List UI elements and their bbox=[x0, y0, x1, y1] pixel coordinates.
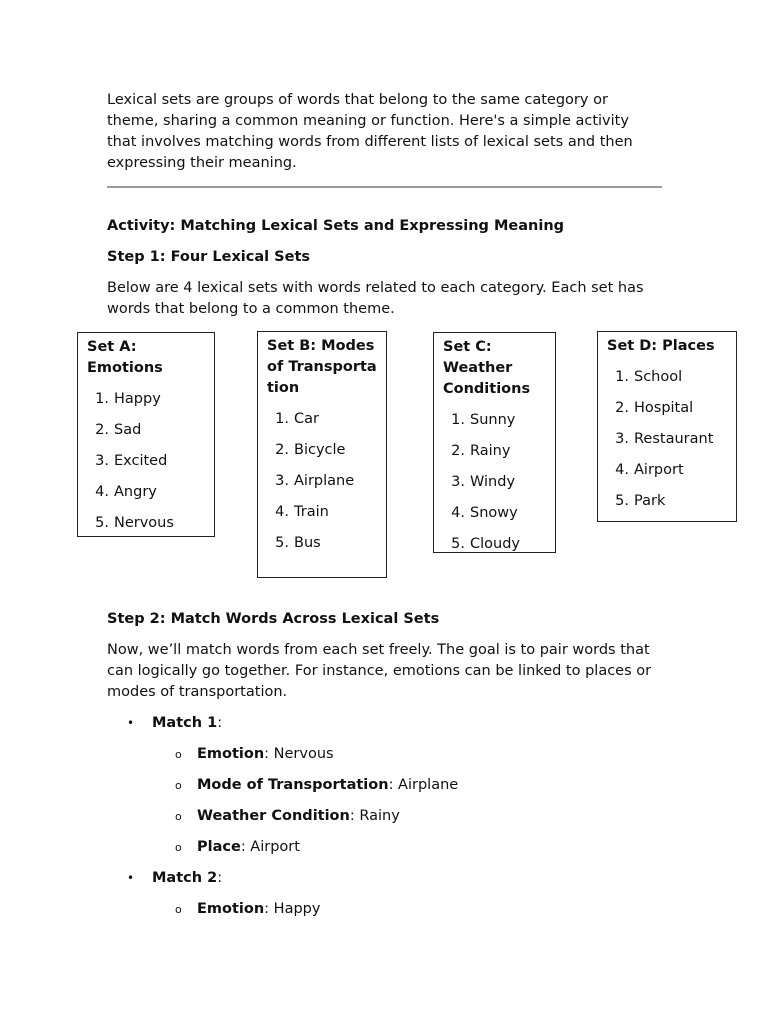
set-a-list bbox=[87, 389, 205, 534]
list-item: 1. Sunny bbox=[451, 412, 516, 428]
match-pairs bbox=[152, 899, 662, 920]
list-item: 1. Happy bbox=[95, 391, 161, 407]
list-item: 5. Bus bbox=[275, 535, 321, 551]
list-item: 3. Restaurant bbox=[615, 431, 714, 447]
list-item: 4. Airport bbox=[615, 462, 684, 478]
list-item: 4. Angry bbox=[95, 484, 157, 500]
set-b-title: Set B: Modes of Transportation bbox=[267, 338, 377, 396]
step2-paragraph: Now, we’ll match words from each set freely. The goal is to pair words that can logically go together. For instance, emotions can be linked to places or modes of transportation. bbox=[107, 642, 652, 700]
circle-bullet-icon: o bbox=[175, 841, 182, 854]
set-b-list bbox=[267, 409, 377, 554]
match-list bbox=[107, 713, 662, 920]
match-pairs bbox=[152, 744, 662, 858]
step1-heading: Step 1: Four Lexical Sets bbox=[107, 249, 311, 265]
list-item: 1. School bbox=[615, 369, 683, 385]
list-item: 2. Rainy bbox=[451, 443, 511, 459]
document-body bbox=[107, 90, 662, 320]
bullet-icon: • bbox=[127, 716, 135, 730]
circle-bullet-icon: o bbox=[175, 779, 182, 792]
bullet-icon: • bbox=[127, 871, 135, 885]
match-item: • Match 2: o Emotion: Happy bbox=[107, 868, 662, 920]
list-item: 3. Windy bbox=[451, 474, 516, 490]
horizontal-rule bbox=[107, 186, 662, 188]
list-item: 4. Train bbox=[275, 504, 329, 520]
circle-bullet-icon: o bbox=[175, 748, 182, 761]
list-item: 2. Hospital bbox=[615, 400, 694, 416]
list-item: 1. Car bbox=[275, 411, 319, 427]
list-item: 3. Airplane bbox=[275, 473, 355, 489]
circle-bullet-icon: o bbox=[175, 810, 182, 823]
list-item: 5. Park bbox=[615, 493, 666, 509]
list-item: 2. Bicycle bbox=[275, 442, 346, 458]
pair-item: o Emotion: Nervous bbox=[107, 744, 662, 765]
list-item: 3. Excited bbox=[95, 453, 168, 469]
step1-paragraph: Below are 4 lexical sets with words related to each category. Each set has words that belong to a common theme. bbox=[107, 280, 644, 317]
set-b-box bbox=[257, 331, 387, 578]
match-item: • Match 1: o Emotion: Nervous o Mode of Transportation: Airplane o Weather Condition: Rainy o Place: Airport bbox=[107, 713, 662, 858]
set-d-list bbox=[607, 367, 727, 512]
step2-section bbox=[107, 609, 662, 920]
set-d-title: Set D: Places bbox=[607, 338, 715, 354]
set-a-box bbox=[77, 332, 215, 537]
set-c-list bbox=[443, 410, 546, 553]
pair-item: o Emotion: Happy bbox=[107, 899, 662, 920]
set-d-box bbox=[597, 331, 737, 522]
circle-bullet-icon: o bbox=[175, 903, 182, 916]
intro-paragraph: Lexical sets are groups of words that belong to the same category or theme, sharing a common meaning or function. Here's a simple activity that involves matching words from different lists of lexical sets and then expressing their meaning. bbox=[107, 92, 633, 171]
activity-heading: Activity: Matching Lexical Sets and Expressing Meaning bbox=[107, 218, 565, 234]
list-item: 5. Nervous bbox=[95, 515, 174, 531]
pair-item: o Place: Airport bbox=[107, 837, 662, 858]
pair-item: o Weather Condition: Rainy bbox=[107, 806, 662, 827]
step2-heading: Step 2: Match Words Across Lexical Sets bbox=[107, 611, 440, 627]
set-c-box bbox=[433, 332, 556, 553]
match-label: Match 2 bbox=[152, 870, 218, 886]
set-a-title: Set A: Emotions bbox=[87, 339, 163, 376]
list-item: 2. Sad bbox=[95, 422, 142, 438]
list-item: 5. Cloudy bbox=[451, 536, 520, 552]
pair-item: o Mode of Transportation: Airplane bbox=[107, 775, 662, 796]
match-label: Match 1 bbox=[152, 715, 218, 731]
set-c-title: Set C: Weather Conditions bbox=[443, 339, 531, 397]
list-item: 4. Snowy bbox=[451, 505, 518, 521]
